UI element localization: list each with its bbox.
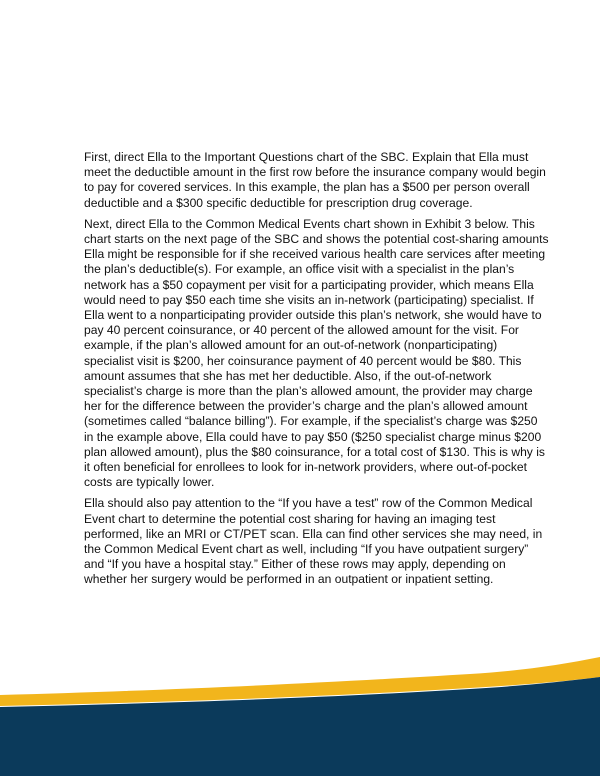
paragraph-deductible: First, direct Ella to the Important Questions chart of the SBC. Explain that Ella must meet the deductible amount in the first row before the insurance company would begin to pay for covered services. In this example, the plan has a $500 per person overall deductible and a $300 specific deductible for prescription drug coverage. <box>84 150 546 210</box>
footer-navy-block <box>0 677 600 776</box>
paragraph-common-medical-events: Next, direct Ella to the Common Medical Events chart shown in Exhibit 3 below. This chart starts on the next page of the SBC and shows the potential cost-sharing amounts Ella might be responsible for if she received various health care services after meeting the plan’s deductible(s). For example, an office visit with a specialist in the plan’s network has a $50 copayment per visit for a participating provider, which means Ella would need to pay $50 each time she visits an in-network (participating) specialist. If Ella went to a nonparticipating provider outside this plan’s network, she would have to pay 40 percent coinsurance, or 40 percent of the allowed amount for the visit. For example, if the plan’s allowed amount for an out-of-network (nonparticipating) specialist visit is $200, her coinsurance payment of 40 percent would be $80. This amount assumes that she has met her deductible. Also, if the out-of-network specialist’s charge is more than the plan’s allowed amount, the provider may charge her for the difference between the provider’s charge and the plan’s allowed amount (sometimes called “balance billing”). For example, if the specialist’s charge was $250 in the example above, Ella could have to pay $50 ($250 specialist charge minus $200 plan allowed amount), plus the $80 coinsurance, for a total cost of $130. This is why is it often beneficial for enrollees to look for in-network providers, where out-of-pocket costs are typically lower. <box>84 216 549 490</box>
document-body <box>84 150 549 594</box>
footer-gold-stripe <box>0 657 600 706</box>
paragraph-test-row: Ella should also pay attention to the “If you have a test” row of the Common Medical Event chart to determine the potential cost sharing for having an imaging test performed, like an MRI or CT/PET scan. Ella can find other services she may need, in the Common Medical Event chart as well, including “If you have outpatient surgery” and “If you have a hospital stay.” Either of these rows may apply, depending on whether her surgery would be performed in an outpatient or inpatient setting. <box>84 496 543 587</box>
